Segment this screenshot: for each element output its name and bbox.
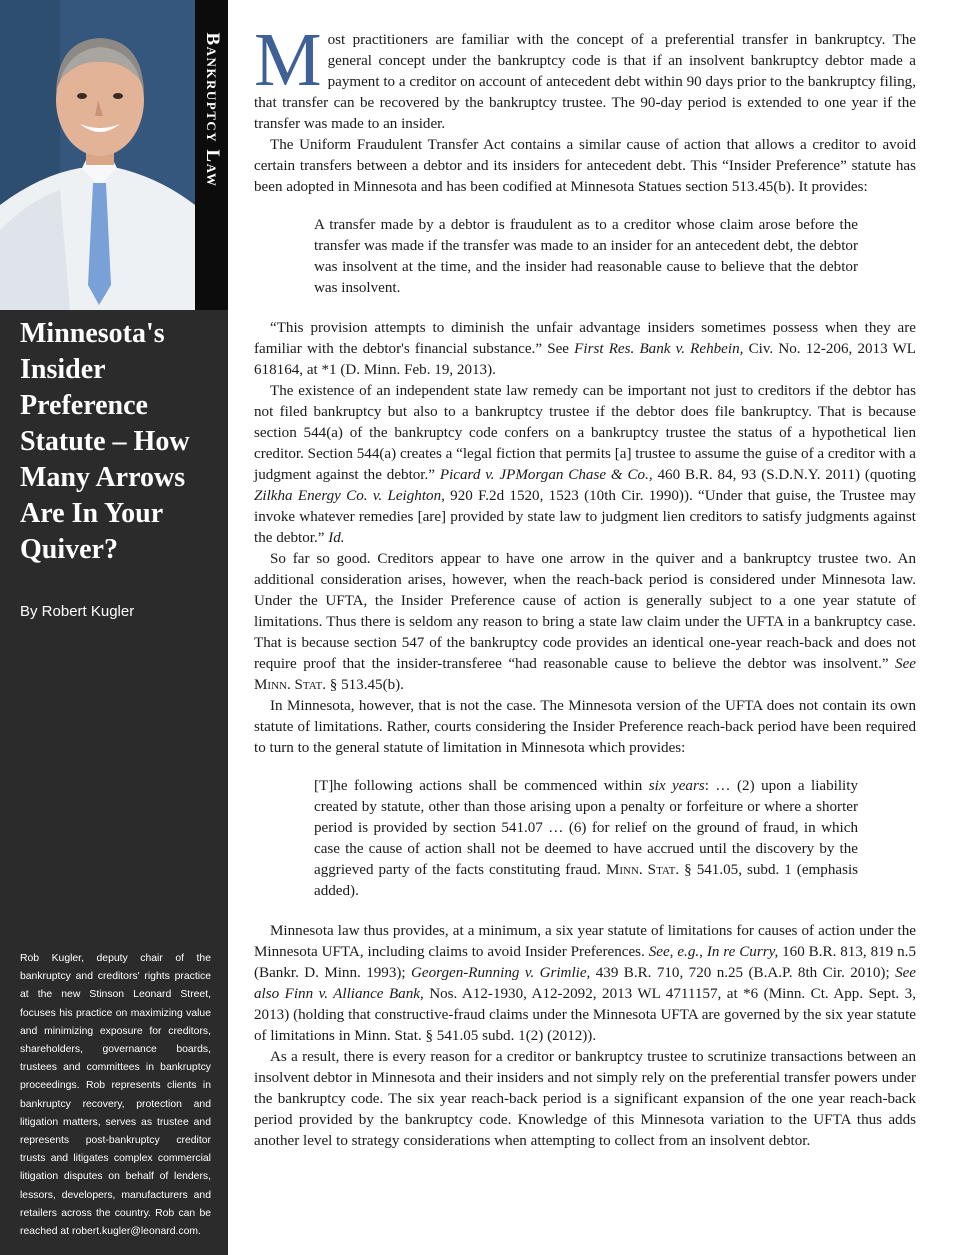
paragraph-3	[254, 318, 916, 381]
p4-text-e: 920 F.2d 1520, 1523 (10th Cir. 1990)). “Under that guise, the Trustee may invoke whatever remedies [are] provided by state law to judgment lien creditors to satisfy judgments against the debtor.”	[254, 488, 916, 546]
paragraph-8: As a result, there is every reason for a creditor or bankruptcy trustee to scrutinize transactions between an insolvent debtor in Minnesota and their insiders and not simply rely on the preferential transfer powers under the bankruptcy code. The six year reach-back period is a significant expansion of the one year reach-back period provided by the bankruptcy code. Knowledge of this Minnesota variation to the UFTA thus adds another level to strategy considerations when attempting to collect from an insolvent debtor.	[254, 1049, 916, 1149]
q2-text-c: : … (2) upon a liability created by statute, other than those arising upon a penalty or forfeiture or where a shorter period is provided by section 541.07 … (6) for relief on the ground of fraud, in which case the cause of action shall not be deemed to have accrued until the discovery by the aggrieved party of the facts constituting fraud.	[314, 778, 858, 878]
q2-text-e: § 541.05, subd. 1 (emphasis added).	[314, 862, 859, 899]
drop-cap: M	[254, 18, 322, 102]
case-citation: Georgen-Running v. Grimlie,	[411, 965, 591, 981]
signal-word: See	[895, 656, 916, 672]
p4-text-c: 460 B.R. 84, 93 (S.D.N.Y. 2011) (quoting	[652, 467, 916, 483]
p7-text-g: , Nos. A12-1930, A12-2092, 2013 WL 4711157, at *6 (Minn. Ct. App. Sept. 3, 2013) (holding that constructive-fraud claims under the Minnesota UFTA are governed by the six year statute of limitations in Minn. Stat. § 541.05 subd. 1(2) (2012)).	[254, 986, 916, 1044]
section-tab	[195, 0, 228, 310]
paragraph-7	[254, 921, 916, 1047]
case-citation: Id.	[328, 530, 345, 546]
p7-text-a: Minnesota law thus provides, at a minimum, a six year statute of limitations for causes of action under the Minnesota UFTA, including claims to avoid Insider Preferences.	[254, 923, 916, 960]
p4-text-a: The existence of an independent state law remedy can be important not just to creditors if the debtor has not filed bankruptcy but also to a bankruptcy trustee if the debtor does file bankruptcy. That is because section 544(a) of the bankruptcy code confers on a bankruptcy trustee the status of a hypothetical lien creditor. Section 544(a) creates a “legal fiction that permits [a] trustee to assume the guise of a creditor with a judgment against the debtor.”	[254, 383, 916, 483]
article-title: Minnesota's Insider Preference Statute – How Many Arrows Are In Your Quiver?	[20, 318, 190, 565]
case-citation: Zilkha Energy Co. v. Leighton,	[254, 488, 445, 504]
paragraph-1-text: ost practitioners are familiar with the concept of a preferential transfer in bankruptcy. The general concept under the bankruptcy code is that if an insolvent bankruptcy debtor made a payment to a creditor on account of antecedent debt within 90 days prior to the bankruptcy filing, that transfer can be recovered by the bankruptcy trustee. The 90-day period is extended to one year if the transfer was made to an insider.	[254, 32, 916, 132]
case-citation: See also Finn v. Alliance Bank	[254, 965, 917, 1002]
p7-text-c: 160 B.R. 813, 819 n.5 (Bankr. D. Minn. 1993);	[254, 944, 916, 981]
sidebar	[0, 0, 228, 1255]
statute-quote-1: A transfer made by a debtor is fraudulent as to a creditor whose claim arose before the transfer was made if the transfer was made to an insider for an antecedent debt, the debtor was insolvent at the time, and the insider had reasonable cause to believe that the debtor was insolvent.	[314, 217, 858, 296]
statute-quote-2	[254, 759, 916, 921]
statute-abbrev: Minn. Stat.	[254, 677, 326, 693]
case-citation: Picard v. JPMorgan Chase & Co.,	[439, 467, 653, 483]
case-citation: First Res. Bank v. Rehbein,	[574, 341, 744, 357]
author-bio: Rob Kugler, deputy chair of the bankruptcy and creditors' rights practice at the new Stinson Leonard Street, focuses his practice on maximizing value and minimizing exposure for creditors, shareholders, governance boards, trustees and committees in bankruptcy proceedings. Rob represents clients in bankruptcy recovery, protection and litigation matters, serves as trustee and represents post-bankruptcy creditor trusts and litigates complex commercial litigation disputes on behalf of lenders, lessors, developers, manufacturers and retailers across the country. Rob can be reached at robert.kugler@leonard.com.	[20, 953, 211, 1238]
paragraph-5	[254, 549, 916, 696]
paragraph-4	[254, 381, 916, 549]
p5-text-e: § 513.45(b).	[325, 677, 404, 693]
author-byline: By Robert Kugler	[20, 603, 135, 620]
p3-text-a: “This provision attempts to diminish the unfair advantage insiders sometimes possess when they are familiar with the debtor's financial substance.” See	[254, 320, 916, 357]
case-citation: See, e.g., In re Curry,	[648, 944, 779, 960]
section-label: Bankruptcy Law	[201, 32, 223, 188]
statute-abbrev: Minn. Stat.	[605, 862, 680, 878]
author-photo	[0, 0, 195, 310]
p3-text-c: Civ. No. 12-206, 2013 WL 618164, at *1 (D. Minn. Feb. 19, 2013).	[254, 341, 917, 378]
paragraph-6: In Minnesota, however, that is not the case. The Minnesota version of the UFTA does not contain its own statute of limitations. Rather, courts considering the Insider Preference reach-back period have been required to turn to the general statute of limitation in Minnesota which provides:	[254, 698, 916, 756]
p5-text-a: So far so good. Creditors appear to have one arrow in the quiver and a bankruptcy trustee two. An additional consideration arises, however, when the reach-back period is considered under Minnesota law. Under the UFTA, the Insider Preference cause of action is generally subject to a one year statute of limitations. Thus there is seldom any reason to bring a state law claim under the UFTA in a bankruptcy case. That is because section 547 of the bankruptcy code provides an identical one-year reach-back and does not require proof that the insider-transferee “had reasonable cause to believe the debtor was insolvent.”	[254, 551, 916, 672]
author-portrait-illustration	[0, 0, 195, 310]
article-body	[254, 18, 917, 1152]
p7-text-e: 439 B.R. 710, 720 n.25 (B.A.P. 8th Cir. 2010);	[590, 965, 896, 981]
emphasis-six-years: six years	[648, 778, 705, 794]
q2-text-a: [T]he following actions shall be commenced within	[314, 778, 649, 794]
paragraph-1	[254, 18, 916, 135]
paragraph-2: The Uniform Fraudulent Transfer Act contains a similar cause of action that allows a creditor to avoid certain transfers between a debtor and its insiders for antecedent debt. This “Insider Preference” statute has been adopted in Minnesota and has been codified at Minnesota Statues section 513.45(b). It provides:	[254, 137, 916, 195]
